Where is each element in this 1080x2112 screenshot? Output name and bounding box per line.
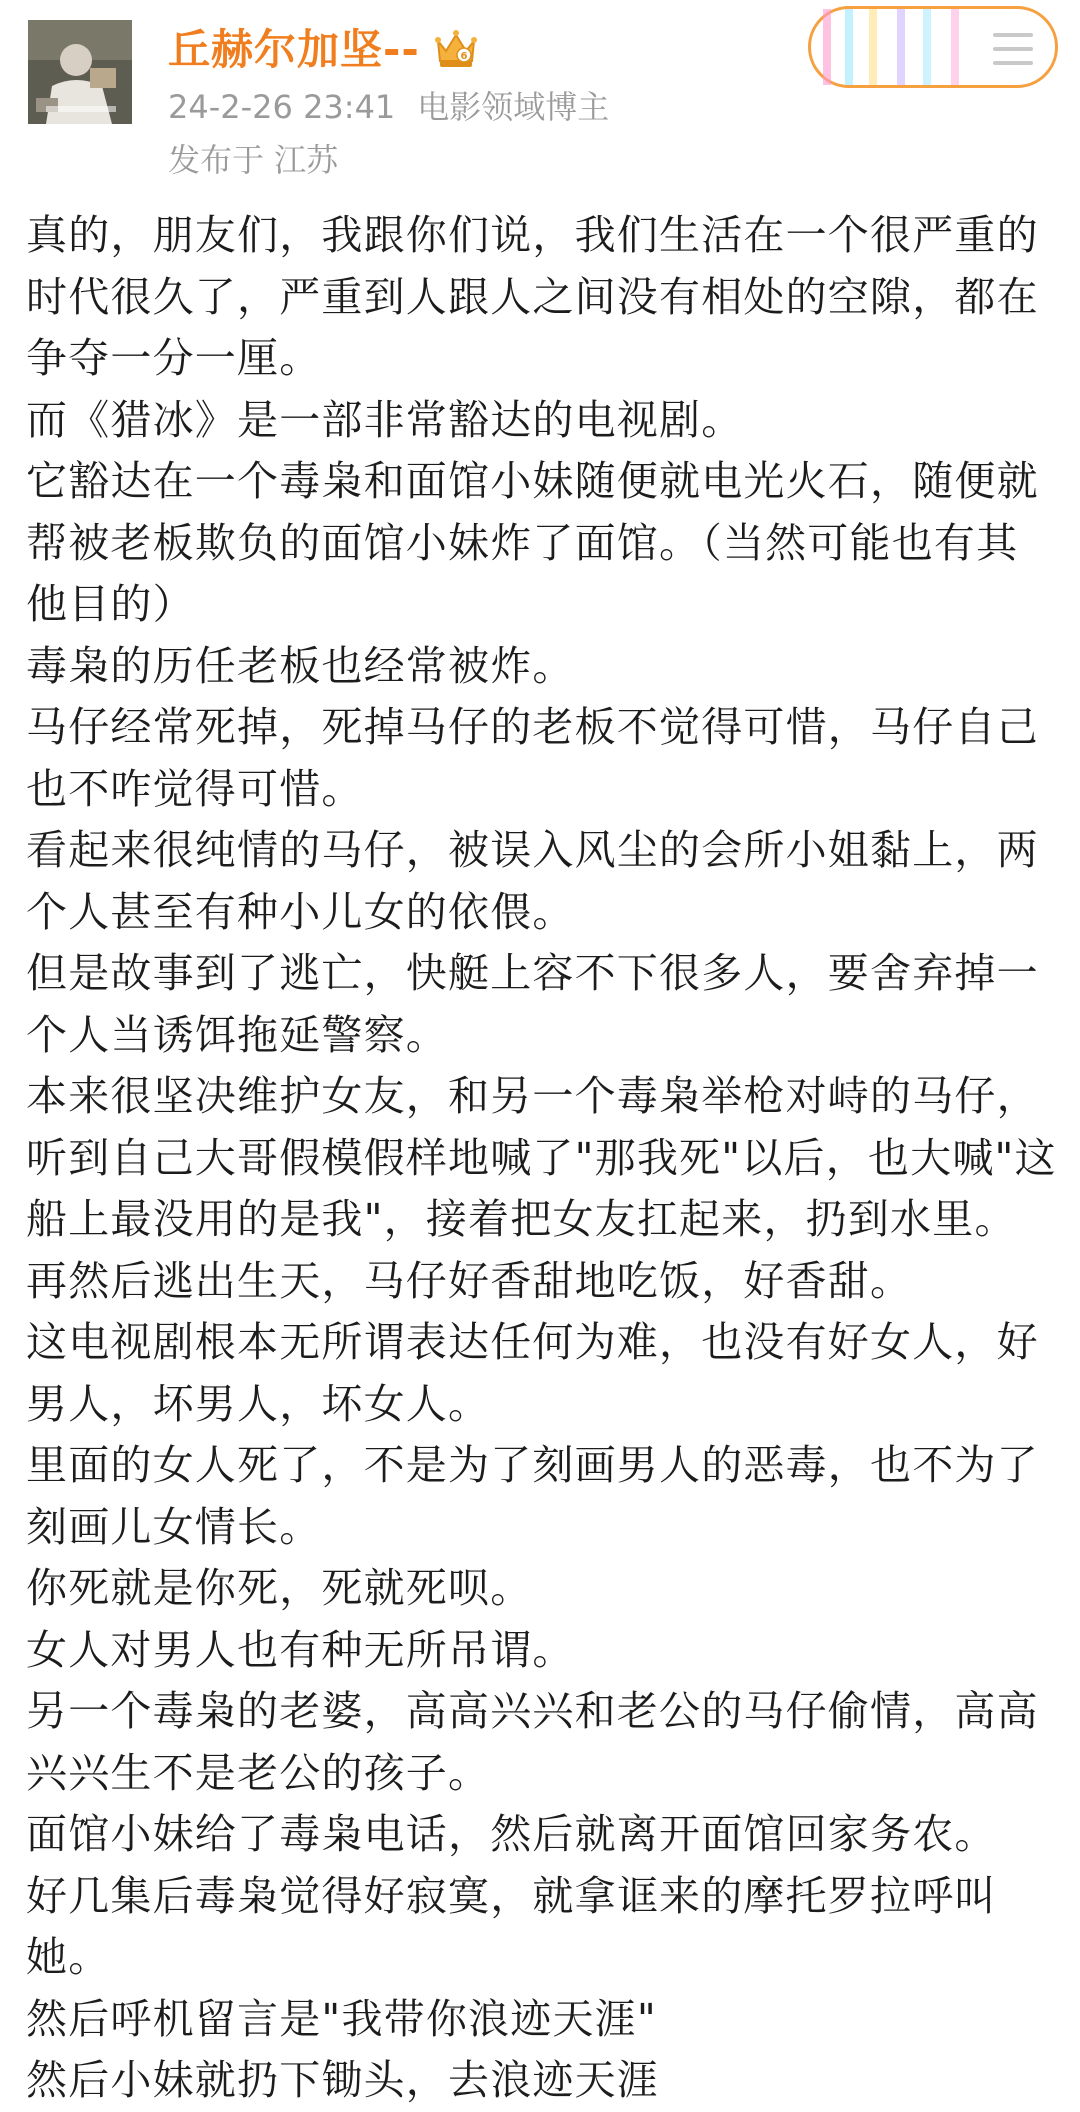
post-paragraph: 好几集后毒枭觉得好寂寞，就拿诓来的摩托罗拉呼叫她。 bbox=[26, 1871, 997, 1981]
post-meta bbox=[168, 82, 609, 128]
post-paragraph: 真的，朋友们，我跟你们说，我们生活在一个很严重的时代很久了，严重到人跟人之间没有相处的空隙，都在争夺一分一厘。 bbox=[26, 211, 1039, 382]
post-paragraph: 你死就是你死，死就死呗。 bbox=[26, 1564, 533, 1612]
post-paragraph: 然后小妹就扔下锄头，去浪迹天涯 bbox=[26, 2056, 659, 2104]
follow-button-shimmer bbox=[823, 9, 831, 85]
post-header bbox=[0, 0, 1080, 185]
post-paragraph: 本来很坚决维护女友，和另一个毒枭举枪对峙的马仔，听到自己大哥假模假样地喊了"那我死"以后，也大喊"这船上最没用的是我"，接着把女友扛起来，扔到水里。 bbox=[26, 1072, 1057, 1243]
follow-button-shimmer bbox=[951, 9, 959, 85]
follow-button-shimmer bbox=[923, 9, 931, 85]
post-paragraph: 看起来很纯情的马仔，被误入风尘的会所小姐黏上，两个人甚至有种小儿女的依偎。 bbox=[26, 826, 1039, 936]
post-paragraph: 马仔经常死掉，死掉马仔的老板不觉得可惜，马仔自己也不咋觉得可惜。 bbox=[26, 703, 1039, 813]
post-paragraph: 然后呼机留言是"我带你浪迹天涯" bbox=[26, 1994, 657, 2043]
post-paragraph: 面馆小妹给了毒枭电话，然后就离开面馆回家务农。 bbox=[26, 1810, 997, 1858]
post-paragraph: 毒枭的历任老板也经常被炸。 bbox=[26, 641, 575, 690]
post-paragraph: 女人对男人也有种无所吊谓。 bbox=[26, 1625, 575, 1674]
post-paragraph: 但是故事到了逃亡，快艇上容不下很多人，要舍弃掉一个人当诱饵拖延警察。 bbox=[26, 949, 1039, 1059]
follow-button-shimmer bbox=[897, 9, 905, 85]
author-role: 电影领域博主 bbox=[417, 88, 610, 126]
follow-button-shimmer bbox=[845, 9, 853, 85]
post-paragraph: 里面的女人死了，不是为了刻画男人的恶毒，也不为了刻画儿女情长。 bbox=[26, 1441, 1039, 1551]
post-paragraph: 另一个毒枭的老婆，高高兴兴和老公的马仔偷情，高高兴兴生不是老公的孩子。 bbox=[26, 1687, 1039, 1797]
post-timestamp: 24-2-26 23:41 bbox=[168, 88, 396, 126]
follow-button-shimmer bbox=[869, 9, 877, 85]
post-paragraph: 它豁达在一个毒枭和面馆小妹随便就电光火石，随便就帮被老板欺负的面馆小妹炸了面馆。（当然可能也有其他目的） bbox=[26, 457, 1039, 628]
post-paragraph: 而《猎冰》是一部非常豁达的电视剧。 bbox=[26, 395, 744, 444]
vip-crown-icon bbox=[430, 21, 482, 73]
follow-button[interactable] bbox=[808, 6, 1058, 88]
avatar-photo bbox=[28, 20, 132, 124]
post-body bbox=[26, 205, 1060, 2104]
post-paragraph: 再然后逃出生天，马仔好香甜地吃饭，好香甜。 bbox=[26, 1256, 913, 1305]
menu-lines-icon bbox=[993, 33, 1033, 75]
post-paragraph: 这电视剧根本无所谓表达任何为难，也没有好女人，好男人，坏男人，坏女人。 bbox=[26, 1318, 1039, 1428]
author-name[interactable]: 丘赫尔加坚-- bbox=[168, 25, 420, 74]
author-avatar[interactable] bbox=[28, 20, 132, 124]
post-location: 发布于 江苏 bbox=[168, 141, 339, 179]
svg-text:6: 6 bbox=[460, 51, 468, 62]
author-row bbox=[168, 14, 482, 80]
